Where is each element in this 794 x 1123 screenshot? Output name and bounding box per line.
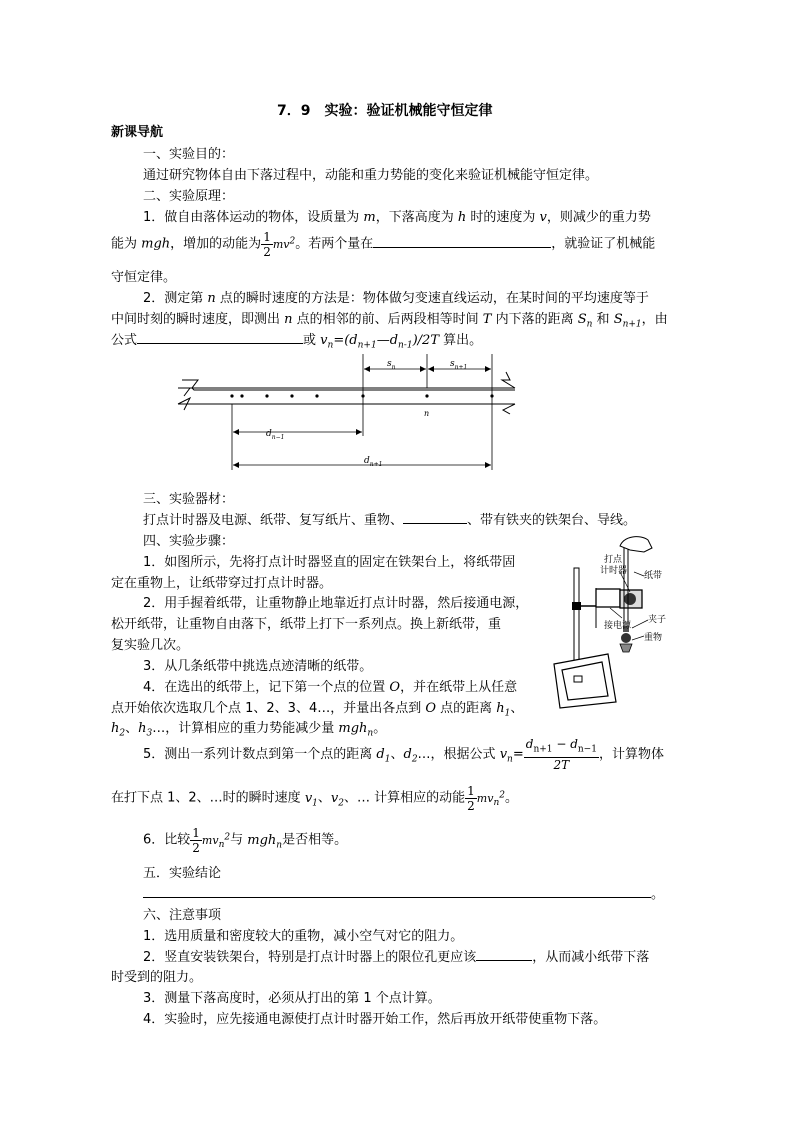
weight-bottom — [620, 644, 632, 652]
apparatus-figure — [548, 532, 680, 716]
s5-answer — [143, 883, 664, 902]
text: ，计算物体 — [598, 747, 664, 762]
var-vn: $v_n$ — [499, 747, 513, 765]
var-h3: $h_3$ — [138, 721, 153, 739]
label-weight: 重物 — [644, 633, 663, 643]
tape-dot — [230, 394, 233, 397]
step1-line1: 1．如图所示，先将打点计时器竖直的固定在铁架台上，将纸带固 — [143, 555, 516, 570]
var-h2: $h_2$ — [111, 721, 126, 739]
text: 4．在选出的纸带上，记下第一个点的位置 — [143, 680, 390, 695]
step5-line2 — [111, 779, 518, 819]
text: 时的速度为 — [466, 210, 540, 225]
s1-text: 通过研究物体自由下落过程中，动能和重力势能的变化来验证机械能守恒定律。 — [143, 168, 599, 183]
text: ，下落高度为 — [375, 210, 458, 225]
text: = — [512, 747, 524, 762]
text: 与 — [230, 832, 248, 848]
text: 。 — [373, 721, 387, 736]
tape-tear-right-bottom — [503, 404, 515, 414]
note1: 1．选用质量和密度较大的重物，减小空气对它的阻力。 — [143, 929, 464, 944]
s2-p1-line2 — [111, 226, 655, 260]
var-O: O — [425, 701, 437, 716]
var-mghn: mgh$_n$ — [247, 832, 283, 851]
text: 6．比较 — [143, 832, 191, 848]
var-n: n — [207, 291, 216, 306]
blank-4[interactable] — [476, 946, 532, 961]
text: 是否相等。 — [282, 832, 348, 848]
step4-line1 — [143, 676, 517, 695]
step2-line1: 2．用手握着纸带，让重物静止地靠近打点计时器，然后接通电源， — [143, 596, 529, 611]
text: 5．测出一系列计数点到第一个点的距离 — [143, 747, 377, 762]
dn1-label: $d_{n+1}$ — [364, 456, 383, 468]
fraction-vn: $\frac{d_{n+1} - d_{n-1}}{2T}$ — [525, 737, 597, 772]
text: …，根据公式 — [417, 747, 500, 762]
text: 2．竖直安装铁架台，特别是打点计时器上的限位孔更应该 — [143, 950, 477, 965]
sn-label: $s_n$ — [387, 359, 396, 371]
text: 。 — [651, 887, 665, 902]
text: 2．测定第 — [143, 291, 208, 306]
step1-line2: 定在重物上，让纸带穿过打点计时器。 — [111, 576, 333, 591]
text: 、 — [317, 790, 331, 806]
step4-line3 — [111, 717, 386, 739]
note2-line2: 时受到的阻力。 — [111, 970, 203, 985]
note2-line1 — [143, 946, 649, 965]
rod-foot — [574, 676, 582, 682]
s2-heading: 二、实验原理： — [143, 189, 235, 204]
tape-dot — [290, 394, 293, 397]
text: ，并在纸带上从任意 — [400, 680, 518, 695]
tape-dot — [240, 394, 243, 397]
hand-icon — [620, 537, 652, 552]
text: 点的相邻的前、后两段相等时间 — [292, 312, 483, 327]
tape-dot — [265, 394, 268, 397]
text: 中间时刻的瞬时速度，即测出 — [111, 312, 285, 327]
step5-line1 — [143, 737, 664, 778]
s2-p1-line3: 守恒定律。 — [111, 270, 177, 285]
var-d1: $d_1$ — [376, 747, 391, 765]
var-d2: $d_2$ — [403, 747, 418, 765]
clamp-knob — [572, 602, 581, 610]
text: 点的距离 — [436, 701, 497, 716]
text: 、带有铁夹的铁架台、导线。 — [467, 513, 637, 528]
tape-dot — [425, 394, 428, 397]
text: 。若两个量在 — [295, 236, 374, 252]
var-v: v — [539, 210, 547, 225]
text: ，增加的动能为 — [170, 236, 262, 252]
n-label: n — [424, 409, 430, 418]
step4-line2 — [111, 697, 523, 719]
text: 在打下点 1、2、…时的瞬时速度 — [111, 790, 305, 806]
leader-line — [632, 636, 644, 640]
text: 、… 计算相应的动能 — [344, 790, 466, 806]
text: 或 — [303, 333, 321, 348]
text: 和 — [592, 312, 614, 327]
s3-text — [143, 509, 636, 528]
label-power: 接电源 — [604, 621, 632, 631]
step2-line2: 松开纸带，让重物自由落下，纸带上打下一系列点。换上新纸带，重 — [111, 617, 502, 632]
fraction-half: $\frac{1}{2}$ — [467, 783, 475, 813]
note3: 3．测量下落高度时，必须从打出的第 1 个点计算。 — [143, 991, 441, 1006]
text: ，从而减小纸带下落 — [532, 950, 650, 965]
text: 、 — [510, 701, 524, 716]
text: 点的瞬时速度的方法是：物体做匀变速直线运动，在某时间的平均速度等于 — [215, 291, 649, 306]
tape-diagram — [170, 352, 530, 477]
blank-3[interactable] — [403, 509, 467, 524]
s5-heading: 五．实验结论 — [143, 866, 222, 881]
var-mgh: mgh — [141, 236, 171, 252]
label-timer-2: 计时器 — [600, 566, 628, 576]
tape-tear-right-top — [502, 372, 515, 388]
text: 能为 — [111, 236, 142, 252]
weight-icon — [621, 633, 631, 643]
var-v2: $v_2$ — [330, 790, 345, 809]
var-T: T — [482, 312, 492, 327]
step2-line3: 复实验几次。 — [111, 638, 190, 653]
var-O: O — [389, 680, 401, 695]
timer-coil — [624, 593, 636, 605]
blank-1[interactable] — [373, 233, 551, 248]
leader-line — [634, 572, 644, 576]
text: 。 — [504, 790, 518, 806]
text: 内下落的距离 — [491, 312, 578, 327]
text: 、 — [125, 721, 139, 736]
text: ，则减少的重力势 — [546, 210, 651, 225]
blank-conclusion[interactable] — [143, 883, 651, 898]
timer-body — [596, 589, 620, 607]
text: 算出。 — [439, 333, 483, 348]
label-timer: 打点 — [604, 555, 623, 565]
formula-vn: $v_n=(d_{n+1}—d_{n-1})/2T$ — [320, 333, 439, 351]
label-tape: 纸带 — [644, 571, 663, 581]
note4: 4．实验时，应先接通电源使打点计时器开始工作，然后再放开纸带使重物下落。 — [143, 1012, 607, 1027]
s2-p1-line1 — [143, 206, 651, 225]
s2-p2-line2 — [111, 308, 668, 330]
var-h1: $h_1$ — [496, 701, 511, 719]
s4-heading: 四、实验步骤： — [143, 534, 235, 549]
var-mvn2: $mv_n^2$ — [201, 832, 231, 850]
text: ，由 — [641, 312, 668, 327]
sn1-label: $s_{n+1}$ — [450, 359, 468, 371]
page-title: 7．9 实验：验证机械能守恒定律 — [277, 103, 493, 119]
text: 1．做自由落体运动的物体，设质量为 — [143, 210, 364, 225]
text: 打点计时器及电源、纸带、复写纸片、重物、 — [143, 513, 404, 528]
s3-heading: 三、实验器材： — [143, 492, 235, 507]
tape-top-edge-start — [178, 388, 190, 396]
blank-2[interactable] — [137, 329, 303, 344]
var-h: h — [457, 210, 467, 225]
var-mvn2: $mv_n^2$ — [476, 790, 505, 808]
var-v1: $v_1$ — [304, 790, 318, 809]
var-n: n — [284, 312, 293, 327]
s6-heading: 六、注意事项 — [143, 908, 222, 923]
var-mv2: $mv^2$ — [272, 236, 296, 251]
var-Sn: $S_n$ — [577, 312, 593, 330]
text: …，计算相应的重力势能减少量 — [152, 721, 339, 736]
text: 点开始依次选取几个点 1、2、3、4…，并量出各点到 — [111, 701, 426, 716]
var-m: m — [363, 210, 376, 225]
text: 公式 — [111, 333, 138, 348]
step3: 3．从几条纸带中挑选点迹清晰的纸带。 — [143, 659, 373, 674]
fraction-half: $\frac{1}{2}$ — [263, 229, 271, 259]
step6 — [143, 821, 347, 861]
fraction-half: $\frac{1}{2}$ — [192, 825, 200, 855]
leader-line — [632, 620, 648, 628]
dn-1-label: $d_{n-1}$ — [266, 429, 285, 441]
s1-heading: 一、实验目的： — [143, 147, 235, 162]
leader-line — [610, 608, 622, 618]
var-Sn1: $S_{n+1}$ — [613, 312, 642, 330]
var-mghn: mgh$_n$ — [338, 721, 374, 739]
s2-p2-line1 — [143, 287, 649, 306]
s2-p2-line3 — [111, 329, 482, 351]
section-heading: 新课导航 — [111, 125, 164, 140]
text: 、 — [390, 747, 404, 762]
label-clip: 夹子 — [648, 615, 667, 625]
text: ，就验证了机械能 — [551, 236, 656, 252]
tape-dot — [315, 394, 318, 397]
